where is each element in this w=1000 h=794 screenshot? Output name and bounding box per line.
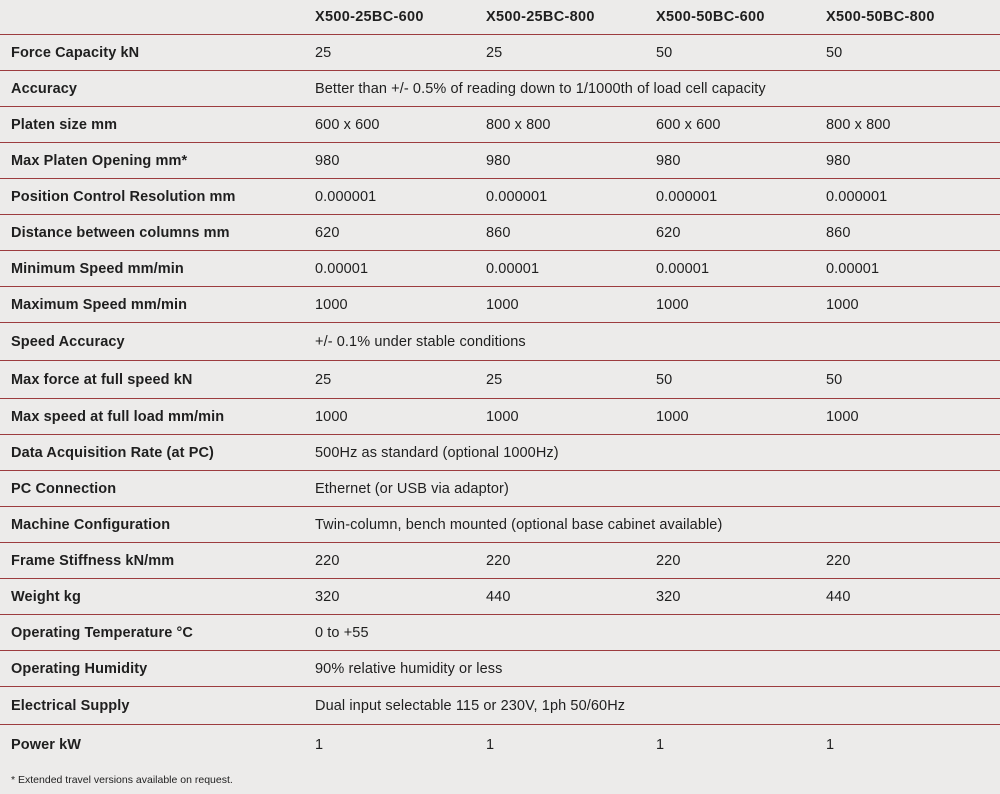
row-label: PC Connection (11, 480, 117, 497)
table-row (0, 543, 1000, 579)
row-value: 800 x 800 (486, 116, 551, 133)
row-value: 1000 (486, 296, 519, 313)
table-row (0, 471, 1000, 507)
row-span-value: Dual input selectable 115 or 230V, 1ph 50/60Hz (315, 697, 626, 714)
row-value: 0.000001 (826, 188, 888, 205)
row-label: Max Platen Opening mm* (11, 152, 188, 169)
row-value: 600 x 600 (656, 116, 721, 133)
table-row (0, 35, 1000, 71)
row-value: 860 (826, 224, 851, 241)
row-value: 25 (486, 44, 503, 61)
row-value: 800 x 800 (826, 116, 891, 133)
row-value: 320 (315, 588, 340, 605)
footnote: * Extended travel versions available on request. (11, 774, 233, 786)
table-row (0, 579, 1000, 615)
row-value: 1000 (826, 296, 859, 313)
table-row (0, 361, 1000, 399)
row-value: 50 (826, 44, 843, 61)
column-header: X500-50BC-800 (826, 9, 935, 25)
row-value: 220 (826, 552, 851, 569)
row-label: Speed Accuracy (11, 333, 125, 350)
row-value: 600 x 600 (315, 116, 380, 133)
row-value: 980 (656, 152, 681, 169)
row-label: Max speed at full load mm/min (11, 408, 225, 425)
row-value: 50 (656, 371, 673, 388)
table-row (0, 687, 1000, 725)
row-value: 0.00001 (486, 260, 540, 277)
table-row (0, 143, 1000, 179)
row-value: 0.000001 (656, 188, 718, 205)
column-header: X500-50BC-600 (656, 9, 765, 25)
row-label: Minimum Speed mm/min (11, 260, 184, 277)
row-label: Weight kg (11, 588, 81, 605)
row-span-value: Better than +/- 0.5% of reading down to 1/1000th of load cell capacity (315, 80, 766, 97)
row-value: 440 (486, 588, 511, 605)
table-row (0, 71, 1000, 107)
row-value: 1000 (656, 296, 689, 313)
row-value: 220 (656, 552, 681, 569)
row-label: Data Acquisition Rate (at PC) (11, 444, 214, 461)
row-value: 860 (486, 224, 511, 241)
row-label: Operating Temperature °C (11, 624, 193, 641)
row-label: Platen size mm (11, 116, 118, 133)
row-value: 1000 (315, 296, 348, 313)
row-value: 50 (826, 371, 843, 388)
row-value: 620 (656, 224, 681, 241)
table-row (0, 215, 1000, 251)
row-value: 0.00001 (826, 260, 880, 277)
table-row (0, 179, 1000, 215)
row-span-value: 90% relative humidity or less (315, 660, 503, 677)
table-row (0, 323, 1000, 361)
row-value: 1000 (486, 408, 519, 425)
row-label: Operating Humidity (11, 660, 148, 677)
table-row (0, 651, 1000, 687)
row-span-value: Ethernet (or USB via adaptor) (315, 480, 509, 497)
row-value: 980 (826, 152, 851, 169)
table-row (0, 615, 1000, 651)
row-value: 320 (656, 588, 681, 605)
row-label: Electrical Supply (11, 697, 130, 714)
row-value: 1 (826, 737, 835, 753)
table-row (0, 725, 1000, 765)
row-label: Machine Configuration (11, 516, 171, 533)
table-row (0, 507, 1000, 543)
row-value: 220 (486, 552, 511, 569)
row-value: 220 (315, 552, 340, 569)
row-value: 1 (315, 737, 324, 753)
row-label: Maximum Speed mm/min (11, 296, 188, 313)
row-value: 0.000001 (486, 188, 548, 205)
column-header: X500-25BC-800 (486, 9, 595, 25)
row-span-value: +/- 0.1% under stable conditions (315, 333, 526, 350)
table-row (0, 251, 1000, 287)
row-value: 25 (315, 371, 332, 388)
row-value: 620 (315, 224, 340, 241)
row-value: 1000 (826, 408, 859, 425)
row-value: 0.00001 (315, 260, 369, 277)
row-value: 1 (656, 737, 665, 753)
row-label: Position Control Resolution mm (11, 188, 236, 205)
column-header: X500-25BC-600 (315, 9, 424, 25)
table-row (0, 399, 1000, 435)
row-value: 1000 (315, 408, 348, 425)
row-value: 50 (656, 44, 673, 61)
row-label: Force Capacity kN (11, 44, 140, 61)
row-value: 1 (486, 737, 495, 753)
row-label: Accuracy (11, 80, 78, 97)
row-label: Frame Stiffness kN/mm (11, 552, 175, 569)
row-span-value: Twin-column, bench mounted (optional base cabinet available) (315, 516, 723, 533)
row-span-value: 0 to +55 (315, 624, 369, 641)
row-value: 440 (826, 588, 851, 605)
header-row (0, 0, 1000, 35)
row-label: Power kW (11, 737, 82, 753)
table-row (0, 287, 1000, 323)
row-value: 0.00001 (656, 260, 710, 277)
table-row (0, 435, 1000, 471)
table-row (0, 107, 1000, 143)
row-span-value: 500Hz as standard (optional 1000Hz) (315, 444, 559, 461)
row-value: 25 (486, 371, 503, 388)
row-value: 980 (486, 152, 511, 169)
row-value: 0.000001 (315, 188, 377, 205)
row-label: Distance between columns mm (11, 224, 230, 241)
row-value: 1000 (656, 408, 689, 425)
row-label: Max force at full speed kN (11, 371, 193, 388)
row-value: 25 (315, 44, 332, 61)
row-value: 980 (315, 152, 340, 169)
